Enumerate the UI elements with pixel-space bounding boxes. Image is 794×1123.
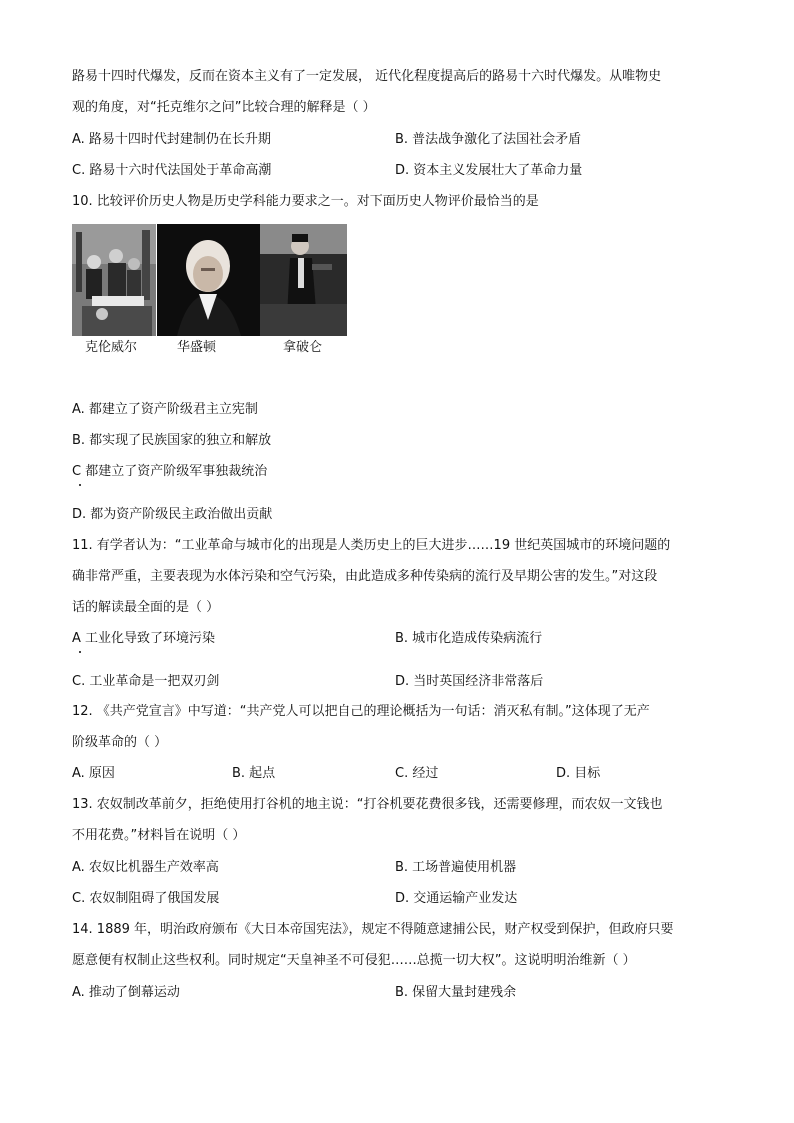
q12-stem-line-2: 阶级革命的（ ） [72,735,168,750]
q11-option-c: C. 工业革命是一把双刃剑 [72,674,220,689]
q10-stem: 10. 比较评价历史人物是历史学科能力要求之一。对下面历史人物评价最恰当的是 [72,194,539,209]
q13-option-c: C. 农奴制阻碍了俄国发展 [72,891,220,906]
q11-stem-line-1: 11. 有学者认为：“工业革命与城市化的出现是人类历史上的巨大进步……19 世纪英国城市的环境问题的 [72,538,671,553]
q12-option-d: D. 目标 [556,766,601,781]
cromwell-caption: 克伦威尔 [85,340,138,355]
q9-option-a: A. 路易十四时代封建制仍在长升期 [72,132,271,147]
q11-option-d: D. 当时英国经济非常落后 [395,674,544,689]
washington-portrait [157,224,260,336]
stray-dot [79,651,81,653]
q9-option-d: D. 资本主义发展壮大了革命力量 [395,163,583,178]
q13-stem-line-2: 不用花费。”材料旨在说明（ ） [72,828,246,843]
q14-stem-line-1: 14. 1889 年，明治政府颁布《大日本帝国宪法》，规定不得随意逮捕公民，财产权受到保护，但政府只要 [72,922,674,937]
q13-stem-line-1: 13. 农奴制改革前夕，拒绝使用打谷机的地主说：“打谷机要花费很多钱，还需要修理，而农奴一文钱也 [72,797,663,812]
q11-stem-line-3: 话的解读最全面的是（ ） [72,600,220,615]
q13-option-b: B. 工场普遍使用机器 [395,860,517,875]
q14-stem-line-2: 愿意便有权制止这些权利。同时规定“天皇神圣不可侵犯……总揽一切大权”。这说明明治维新（ ） [72,953,636,968]
q9-stem-line-2: 观的角度，对“托克维尔之问”比较合理的解释是（ ） [72,100,376,115]
stray-dot [79,484,81,486]
q10-option-a: A. 都建立了资产阶级君主立宪制 [72,402,258,417]
napoleon-caption: 拿破仑 [283,340,323,355]
q10-option-c: C 都建立了资产阶级军事独裁统治 [72,464,268,479]
q12-option-b: B. 起点 [232,766,276,781]
napoleon-portrait [260,224,347,336]
q13-option-a: A. 农奴比机器生产效率高 [72,860,219,875]
q12-stem-line-1: 12. 《共产党宣言》中写道：“共产党人可以把自己的理论概括为一句话：消灭私有制。”这体现了无产 [72,704,650,719]
q10-option-b: B. 都实现了民族国家的独立和解放 [72,433,272,448]
q11-option-b: B. 城市化造成传染病流行 [395,631,543,646]
cromwell-portrait [72,224,156,336]
q12-option-a: A. 原因 [72,766,115,781]
q9-stem-line-1: 路易十四时代爆发，反而在资本主义有了一定发展， 近代化程度提高后的路易十六时代爆发。从唯物史 [72,69,662,84]
q9-option-b: B. 普法战争激化了法国社会矛盾 [395,132,582,147]
q10-option-d: D. 都为资产阶级民主政治做出贡献 [72,507,273,522]
q14-option-a: A. 推动了倒幕运动 [72,985,180,1000]
q12-option-c: C. 经过 [395,766,439,781]
q11-option-a: A 工业化导致了环境污染 [72,631,216,646]
washington-caption: 华盛顿 [177,340,217,355]
q14-option-b: B. 保留大量封建残余 [395,985,517,1000]
q13-option-d: D. 交通运输产业发达 [395,891,518,906]
q11-stem-line-2: 确非常严重，主要表现为水体污染和空气污染，由此造成多种传染病的流行及早期公害的发生。”对这段 [72,569,658,584]
q9-option-c: C. 路易十六时代法国处于革命高潮 [72,163,272,178]
